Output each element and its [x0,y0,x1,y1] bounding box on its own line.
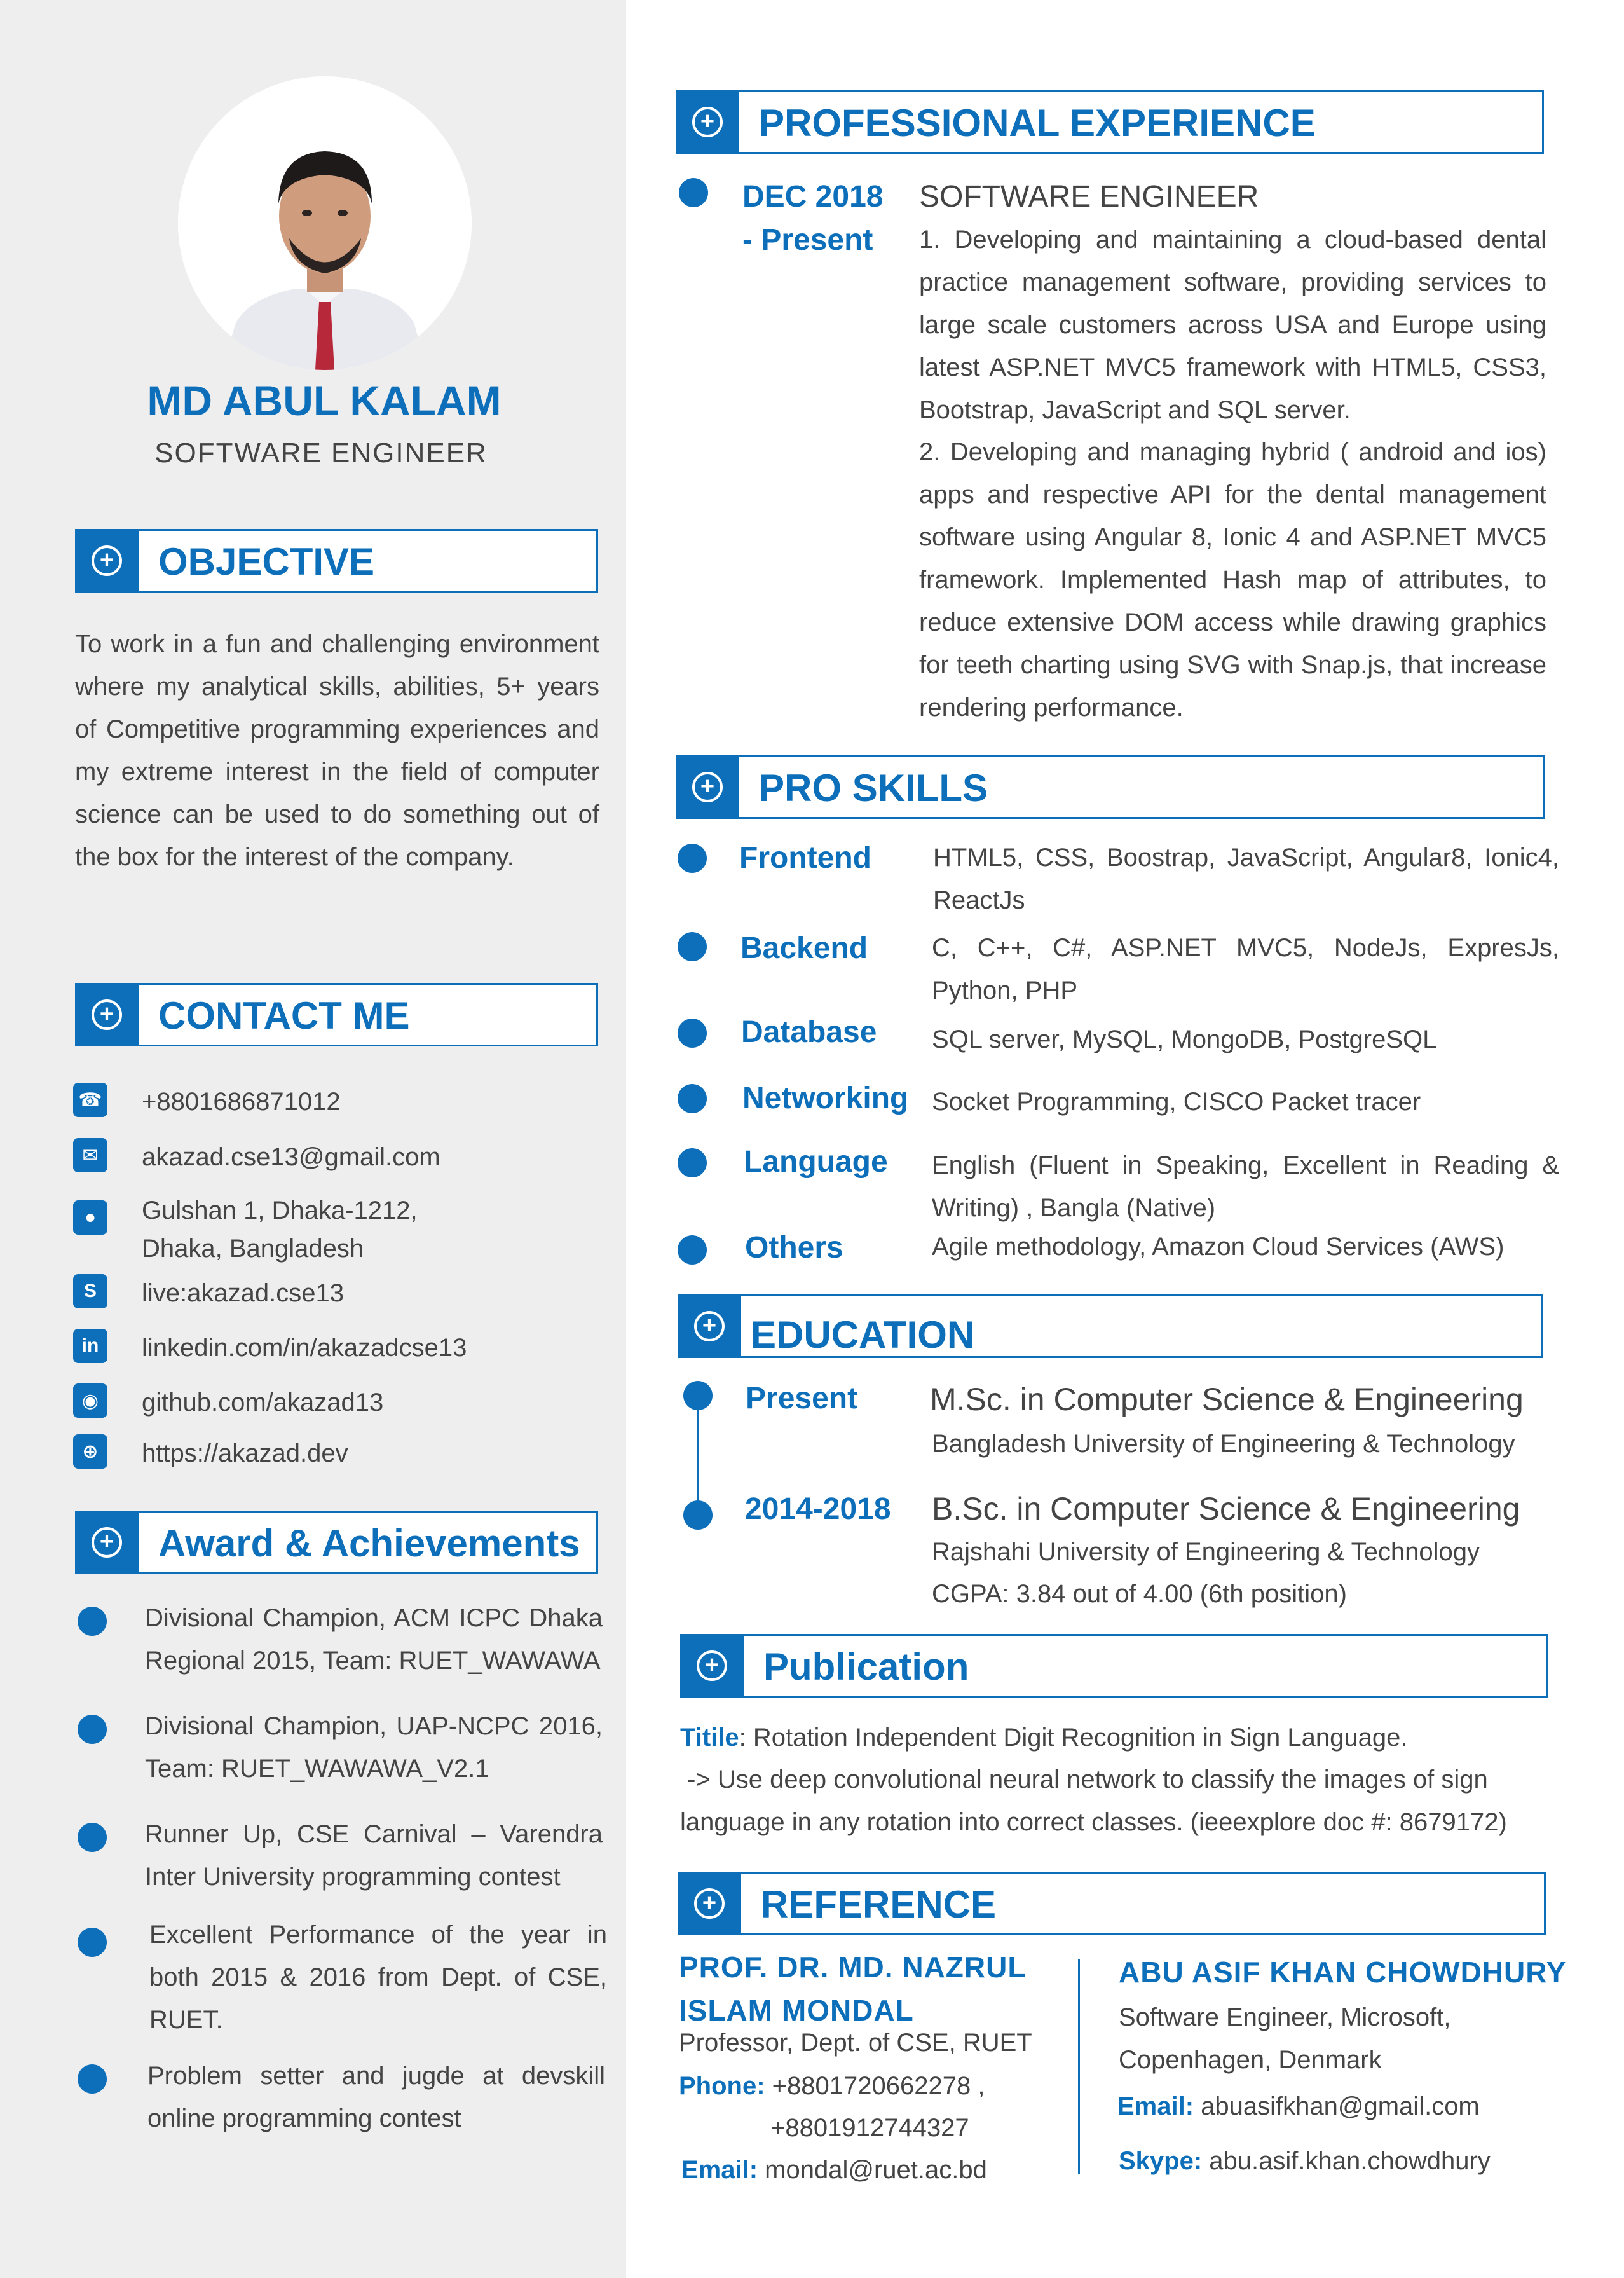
plus-circle-icon: + [678,1294,741,1358]
award-bullet [78,1928,107,1957]
plus-circle-icon: + [676,755,739,819]
linkedin-text[interactable]: linkedin.com/in/akazadcse13 [142,1334,467,1362]
skill-database-value: SQL server, MySQL, MongoDB, PostgreSQL [932,1026,1437,1053]
skype-text[interactable]: live:akazad.cse13 [142,1279,344,1307]
ref2-name: ABU ASIF KHAN CHOWDHURY [1119,1956,1567,1989]
address-line1: Gulshan 1, Dhaka-1212, [142,1197,418,1225]
award-item: Excellent Performance of the year in both 2015 & 2016 from Dept. of CSE, RUET. [149,1921,607,2034]
experience-bullet [679,178,708,207]
address-line2: Dhaka, Bangladesh [142,1235,364,1263]
publication-description: -> Use deep convolutional neural network to classify the images of sign language in any rotation into correct classes. (ieeexplore doc #: 8679172) [680,1766,1507,1836]
contact-github [73,1383,383,1422]
skype-icon: S [73,1274,107,1308]
ref2-title-line2: Copenhagen, Denmark [1119,2046,1382,2074]
contact-email [73,1138,440,1176]
ref2-email [1117,2085,1480,2128]
education-bullet [683,1500,713,1530]
experience-role: SOFTWARE ENGINEER [919,180,1259,214]
award-item: Divisional Champion, ACM ICPC Dhaka Regional 2015, Team: RUET_WAWAWA [145,1604,603,1675]
experience-header [676,90,1544,154]
award-item: Problem setter and jugde at devskill online programming contest [147,2062,605,2132]
education-1-degree: M.Sc. in Computer Science & Engineering [930,1382,1524,1417]
phone-text[interactable]: +8801686871012 [142,1088,341,1116]
ref2-skype [1119,2140,1491,2183]
skill-bullet [678,844,707,873]
experience-point-2: 2. Developing and managing hybrid ( android and ios) apps and respective API for the dental management software using Angular 8, Ionic 4 and ASP.NET MVC5 framework. Implemented Hash map of attributes, to reduce extensive DOM access while drawing graphics for teeth charting using SVG with Snap.js, that increase rendering performance. [919,438,1546,722]
experience-point-1: 1. Developing and maintaining a cloud-based dental practice management software, providing services to large scale customers across USA and Europe using latest ASP.NET MVC5 framework with HTML5, CSS3, Bootstrap, JavaScript and SQL server. [919,226,1546,424]
skill-bullet [678,1084,707,1113]
ref2-email-value[interactable]: abuasifkhan@gmail.com [1194,2092,1480,2120]
plus-circle-icon: + [680,1634,744,1698]
skill-language-label: Language [744,1145,888,1179]
globe-icon: ⊕ [73,1434,107,1469]
education-heading: EDUCATION [751,1314,975,1356]
ref2-email-key: Email: [1117,2092,1194,2120]
email-text[interactable]: akazad.cse13@gmail.com [142,1143,440,1171]
reference-divider [1078,1959,1080,2174]
contact-website [73,1434,348,1472]
education-2-cgpa: CGPA: 3.84 out of 4.00 (6th position) [932,1580,1347,1608]
contact-header [75,983,598,1046]
publication-title-value: : Rotation Independent Digit Recognition in Sign Language. [739,1724,1408,1752]
education-2-school: Rajshahi University of Engineering & Technology [932,1538,1480,1566]
award-item: Runner Up, CSE Carnival – Varendra Inter University programming contest [145,1820,603,1891]
award-bullet [78,1715,107,1744]
contact-linkedin [73,1329,467,1367]
ref1-phone-1: +8801720662278 , [765,2072,985,2100]
awards-heading: Award & Achievements [158,1522,580,1565]
profile-name: MD ABUL KALAM [147,377,502,424]
plus-circle-icon: + [676,90,739,154]
awards-header [75,1511,598,1574]
skill-bullet [678,1148,707,1177]
contact-address [73,1191,418,1268]
award-bullet [78,1607,107,1636]
objective-heading: OBJECTIVE [158,540,375,583]
education-1-year: Present [746,1382,858,1415]
reference-header [678,1872,1546,1935]
skill-language-value: English (Fluent in Speaking, Excellent in Reading & Writing) , Bangla (Native) [932,1151,1559,1222]
experience-date [742,175,883,262]
contact-phone [73,1083,341,1121]
github-icon: ◉ [73,1383,107,1418]
award-bullet [78,1823,107,1852]
plus-circle-icon: + [75,1511,139,1574]
skills-heading: PRO SKILLS [759,767,988,809]
award-item: Divisional Champion, UAP-NCPC 2016, Team: RUET_WAWAWA_V2.1 [145,1712,603,1783]
profile-photo [178,76,472,370]
ref1-title: Professor, Dept. of CSE, RUET [679,2029,1032,2057]
mail-icon: ✉ [73,1138,107,1172]
ref2-title-line1: Software Engineer, Microsoft, [1119,2003,1451,2031]
education-timeline-line [697,1396,699,1510]
plus-circle-icon: + [75,529,139,593]
objective-text: To work in a fun and challenging environment where my analytical skills, abilities, 5+ years of Competitive programming experiences and my extreme interest in the field of computer science can be used to do something out of the box for the interest of the company. [75,630,599,871]
skill-backend-label: Backend [740,931,868,965]
contact-heading: CONTACT ME [158,994,410,1037]
education-1-school: Bangladesh University of Engineering & Technology [932,1430,1515,1458]
skill-networking-value: Socket Programming, CISCO Packet tracer [932,1088,1421,1116]
skills-header [676,755,1545,819]
ref1-phone [679,2065,985,2108]
experience-heading: PROFESSIONAL EXPERIENCE [759,102,1316,144]
experience-date-line2: - Present [742,223,873,257]
ref1-phone-key: Phone: [679,2072,765,2100]
ref1-email-value[interactable]: mondal@ruet.ac.bd [758,2156,987,2184]
skill-others-value: Agile methodology, Amazon Cloud Services (AWS) [932,1233,1505,1261]
reference-heading: REFERENCE [761,1883,997,1926]
ref1-name-line1: PROF. DR. MD. NAZRUL [679,1951,1027,1984]
profile-title: SOFTWARE ENGINEER [154,437,488,469]
education-2-year: 2014-2018 [745,1492,891,1526]
linkedin-icon: in [73,1329,107,1363]
skill-frontend-value: HTML5, CSS, Boostrap, JavaScript, Angular8, Ionic4, ReactJs [933,844,1559,914]
publication-title [680,1717,1570,1759]
ref1-phone-2: +8801912744327 [770,2114,969,2142]
objective-header [75,529,598,593]
location-pin-icon: ● [73,1200,107,1235]
education-header [678,1294,1543,1358]
contact-skype [73,1274,344,1312]
skill-database-label: Database [741,1015,877,1049]
ref1-email [681,2149,987,2192]
skill-bullet [678,1019,707,1048]
plus-circle-icon: + [75,983,139,1046]
ref2-title [1119,1996,1450,2082]
skill-frontend-label: Frontend [739,841,871,875]
ref1-name-line2: ISLAM MONDAL [679,1994,914,2027]
ref2-skype-value[interactable]: abu.asif.khan.chowdhury [1202,2147,1491,2175]
person-illustration [178,76,472,370]
skill-networking-label: Networking [742,1081,909,1115]
phone-icon: ☎ [73,1083,107,1117]
skill-bullet [678,932,707,961]
skill-backend-value: C, C++, C#, ASP.NET MVC5, NodeJs, ExpresJs, Python, PHP [932,934,1559,1005]
experience-date-line1: DEC 2018 [742,180,884,214]
skill-bullet [678,1235,707,1265]
ref1-name [679,1945,1026,2032]
education-2-degree: B.Sc. in Computer Science & Engineering [932,1491,1520,1527]
education-bullet [683,1381,713,1410]
ref2-skype-key: Skype: [1119,2147,1203,2175]
ref1-email-key: Email: [681,2156,758,2184]
publication-heading: Publication [763,1645,969,1688]
award-bullet [78,2064,107,2094]
publication-title-key: Titile [680,1724,739,1752]
skill-others-label: Others [745,1231,843,1265]
github-text[interactable]: github.com/akazad13 [142,1389,384,1417]
plus-circle-icon: + [678,1872,741,1935]
website-text[interactable]: https://akazad.dev [142,1439,348,1467]
publication-header [680,1634,1548,1698]
